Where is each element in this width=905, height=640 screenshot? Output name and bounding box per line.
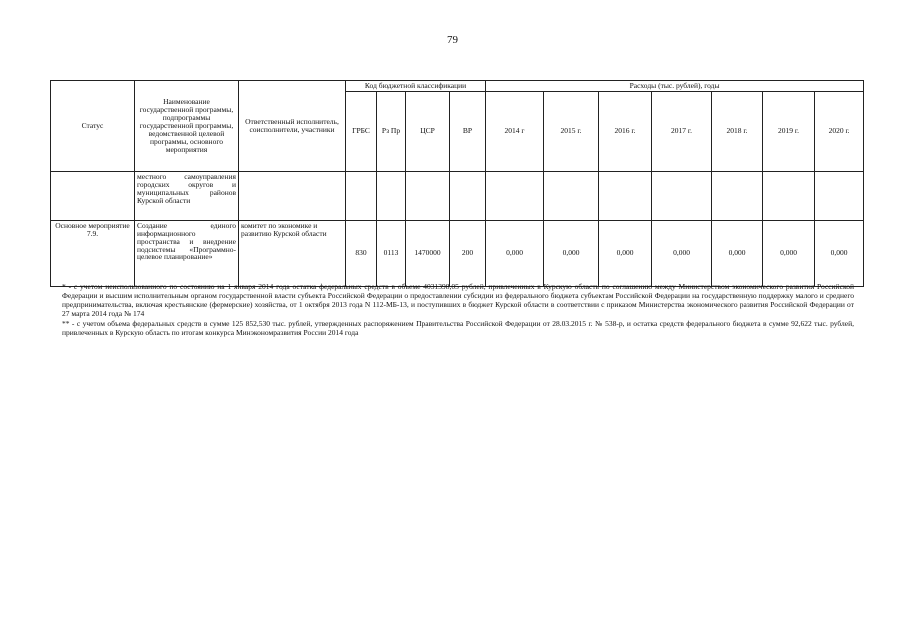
- header-responsible: Ответственный исполнитель, соисполнители, участники: [239, 81, 346, 172]
- cell-value: 0,000: [486, 220, 544, 286]
- header-vr: ВР: [450, 91, 486, 171]
- cell-name: местного самоуправления городских округов и муниципальных районов Курской области: [135, 171, 239, 220]
- cell-vr: [450, 171, 486, 220]
- cell-name: Создание единого информационного пространства и внедрение подсистемы «Программно-целевое планирование»: [135, 220, 239, 286]
- header-year: 2018 г.: [712, 91, 763, 171]
- header-year: 2020 г.: [815, 91, 864, 171]
- cell-value: 0,000: [815, 220, 864, 286]
- header-year: 2019 г.: [763, 91, 815, 171]
- cell-rzpr: 0113: [377, 220, 406, 286]
- cell-responsible: комитет по экономике и развитию Курской области: [239, 220, 346, 286]
- header-rzpr: Рз Пр: [377, 91, 406, 171]
- cell-status: [51, 171, 135, 220]
- cell-value: 0,000: [544, 220, 599, 286]
- cell-value: 0,000: [712, 220, 763, 286]
- header-year: 2017 г.: [652, 91, 712, 171]
- budget-table: [50, 80, 864, 287]
- cell-csr: 1470000: [406, 220, 450, 286]
- cell-csr: [406, 171, 450, 220]
- header-status: Статус: [51, 81, 135, 172]
- header-expenses: Расходы (тыс. рублей), годы: [486, 81, 864, 92]
- cell-vr: 200: [450, 220, 486, 286]
- cell-value: [652, 171, 712, 220]
- cell-rzpr: [377, 171, 406, 220]
- cell-value: [763, 171, 815, 220]
- cell-value: [599, 171, 652, 220]
- footnotes: [62, 282, 854, 337]
- cell-status: Основное мероприятие 7.9.: [51, 220, 135, 286]
- cell-grbs: [346, 171, 377, 220]
- footnote-1: * - с учетом неиспользованного по состоянию на 1 января 2014 года остатка федеральных средств в объеме 4031398,05 рублей, привлеченных в Курскую область по соглашению между Министерством экономического развития Российской Федерации и высшим исполнительным органом государственной власти субъекта Российской Федерации о предоставлении субсидии из федерального бюджета субъектам Российской Федерации на государственную поддержку малого и среднего предпринимательства, включая крестьянские (фермерские) хозяйства, от 1 октября 2013 года N 112-МБ-13, и поступивших в бюджет Курской области в соответствии с приказом Министерства экономического развития Российской Федерации от 27 марта 2014 года № 174: [62, 282, 854, 319]
- cell-grbs: 830: [346, 220, 377, 286]
- header-csr: ЦСР: [406, 91, 450, 171]
- cell-value: [544, 171, 599, 220]
- table-row: [51, 171, 864, 220]
- header-year: 2014 г: [486, 91, 544, 171]
- cell-value: [712, 171, 763, 220]
- cell-value: 0,000: [652, 220, 712, 286]
- cell-value: [815, 171, 864, 220]
- cell-responsible: [239, 171, 346, 220]
- cell-value: [486, 171, 544, 220]
- header-year: 2015 г.: [544, 91, 599, 171]
- header-grbs: ГРБС: [346, 91, 377, 171]
- table-row: [51, 220, 864, 286]
- cell-value: 0,000: [599, 220, 652, 286]
- header-year: 2016 г.: [599, 91, 652, 171]
- footnote-2: ** - с учетом объема федеральных средств в сумме 125 852,530 тыс. рублей, утвержденных распоряжением Правительства Российской Федерации от 28.03.2015 г. № 538-р, и остатка средств федерального бюджета в сумме 92,622 тыс. рублей, привлеченных в Курскую область по итогам конкурса Минэкономразвития России 2014 года: [62, 318, 854, 337]
- header-budget-code: Код бюджетной классификации: [346, 81, 486, 92]
- header-name: Наименование государственной программы, подпрограммы государственной программы, ведомственной целевой программы, основного мероприятия: [135, 81, 239, 172]
- cell-value: 0,000: [763, 220, 815, 286]
- page-number: 79: [447, 34, 458, 46]
